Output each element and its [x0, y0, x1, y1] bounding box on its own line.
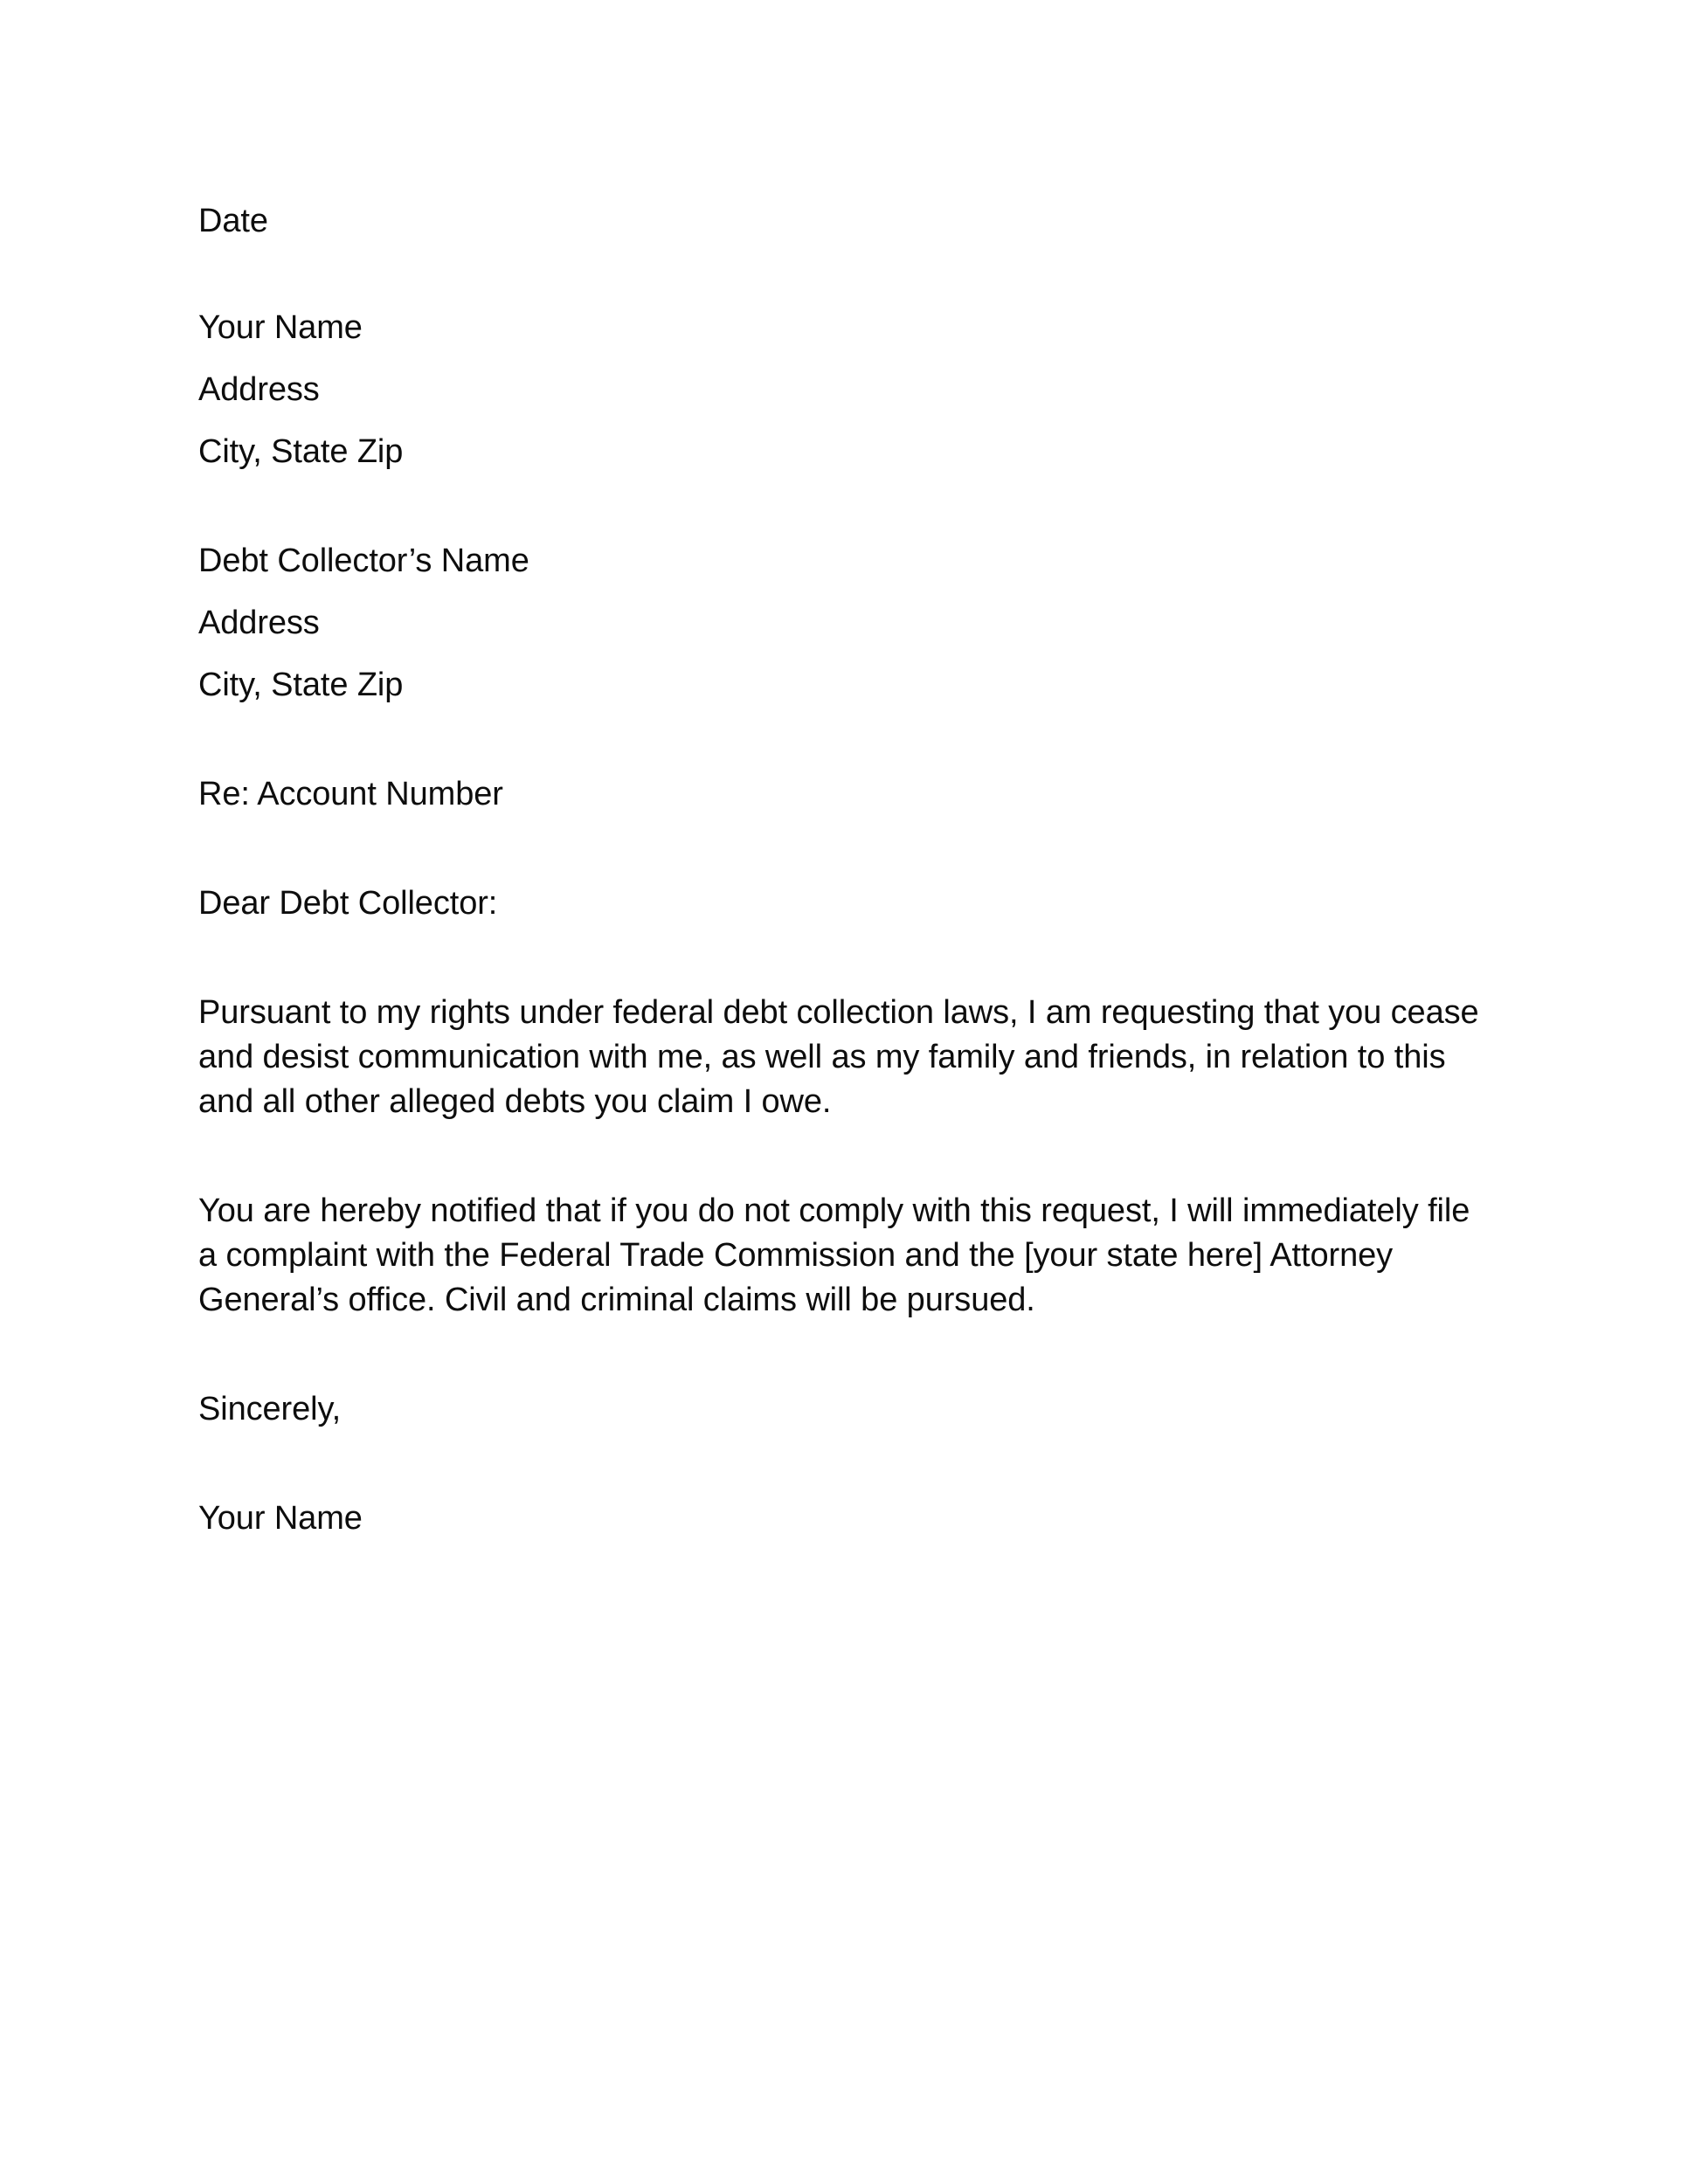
salutation: Dear Debt Collector:: [198, 885, 498, 922]
sender-address: Address: [198, 371, 320, 408]
sender-city-state-zip: City, State Zip: [198, 433, 404, 470]
closing-line: Sincerely,: [198, 1391, 342, 1427]
recipient-address-block: [198, 539, 1487, 708]
letter-content: [198, 199, 1487, 1541]
spacer-after-subject: [198, 817, 1487, 881]
signature-name: Your Name: [198, 1500, 363, 1537]
recipient-address: Address: [198, 605, 320, 641]
sender-address-block: [198, 306, 1487, 474]
spacer-between-paragraphs: [198, 1124, 1487, 1189]
date-line: Date: [198, 203, 268, 239]
spacer-before-closing: [198, 1323, 1487, 1387]
body-paragraph-1: Pursuant to my rights under federal debt collection laws, I am requesting that you cease and desist communication with me, as well as my family and friends, in relation to this and all other alleged debts you claim I owe.: [198, 994, 1479, 1120]
spacer-after-recipient: [198, 708, 1487, 772]
body-paragraph-2: You are hereby notified that if you do not comply with this request, I will immediately file a complaint with the Federal Trade Commission and the [your state here] Attorney General’s office. Civil and criminal claims will be pursued.: [198, 1192, 1470, 1318]
spacer-after-salutation: [198, 926, 1487, 991]
signature-space: [198, 1432, 1487, 1496]
recipient-name: Debt Collector’s Name: [198, 543, 529, 579]
sender-name: Your Name: [198, 309, 363, 346]
recipient-city-state-zip: City, State Zip: [198, 667, 404, 703]
spacer-after-sender: [198, 474, 1487, 539]
spacer-after-date: [198, 244, 1487, 306]
subject-line: Re: Account Number: [198, 776, 503, 812]
